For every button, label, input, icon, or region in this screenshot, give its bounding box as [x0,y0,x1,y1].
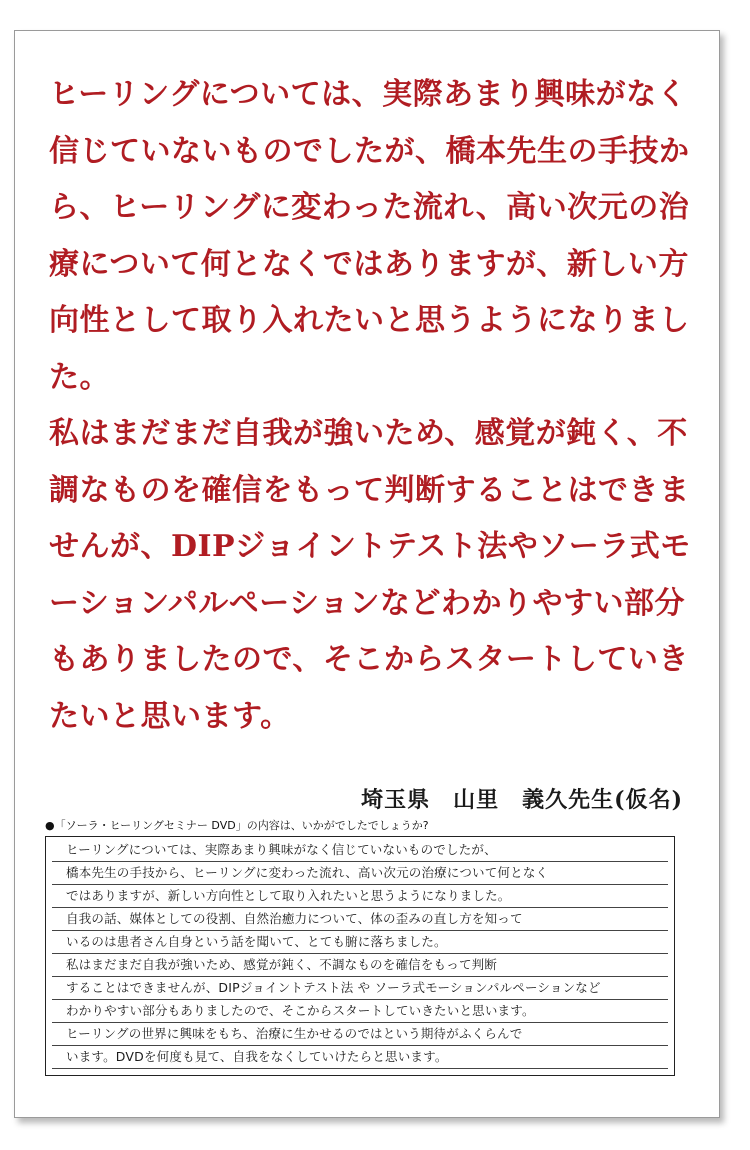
handwritten-line: いるのは患者さん自身という話を聞いて、とても腑に落ちました。 [52,931,668,954]
handwritten-line: ではありますが、新しい方向性として取り入れたいと思うようになりました。 [52,885,668,908]
handwritten-line: ヒーリングの世界に興味をもち、治療に生かせるのではという期待がふくらんで [52,1023,668,1046]
handwritten-answer-box [45,836,675,1076]
handwritten-line: 私はまだまだ自我が強いため、感覚が鈍く、不調なものを確信をもって判断 [52,954,668,977]
testimonial-paragraph-1: ヒーリングについては、実際あまり興味がなく信じていないものでしたが、橋本先生の手技から、ヒーリングに変わった流れ、高い次元の治療について何となくではありますが、新しい方向性として取り入れたいと思うようになりました。 [49,77,690,395]
handwritten-line: わかりやすい部分もありましたので、そこからスタートしていきたいと思います。 [52,1000,668,1023]
handwritten-line: います。DVDを何度も見て、自我をなくしていけたらと思います。 [52,1046,668,1069]
handwritten-line: 橋本先生の手技から、ヒーリングに変わった流れ、高い次元の治療について何となく [52,862,668,885]
survey-form-scan [45,817,705,1076]
testimonial-paragraph-2: 私はまだまだ自我が強いため、感覚が鈍く、不調なものを確信をもって判断することはできませんが、DIPジョイントテスト法やソーラ式モーションパルペーションなどわかりやすい部分もありましたので、そこからスタートしていきたいと思います。 [49,416,691,734]
handwritten-line: することはできませんが、DIPジョイントテスト法 や ソーラ式モーションパルペーションなど [52,977,668,1000]
testimonial-card [14,30,720,1118]
handwritten-line: ヒーリングについては、実際あまり興味がなく信じていないものでしたが、 [52,839,668,862]
attribution: 埼玉県 山里 義久先生(仮名) [361,787,683,813]
testimonial-text [49,67,699,745]
handwritten-line: 自我の話、媒体としての役割、自然治癒力について、体の歪みの直し方を知って [52,908,668,931]
survey-question: ●「ソーラ・ヒーリングセミナー DVD」の内容は、いかがでしたでしょうか? [45,819,429,832]
